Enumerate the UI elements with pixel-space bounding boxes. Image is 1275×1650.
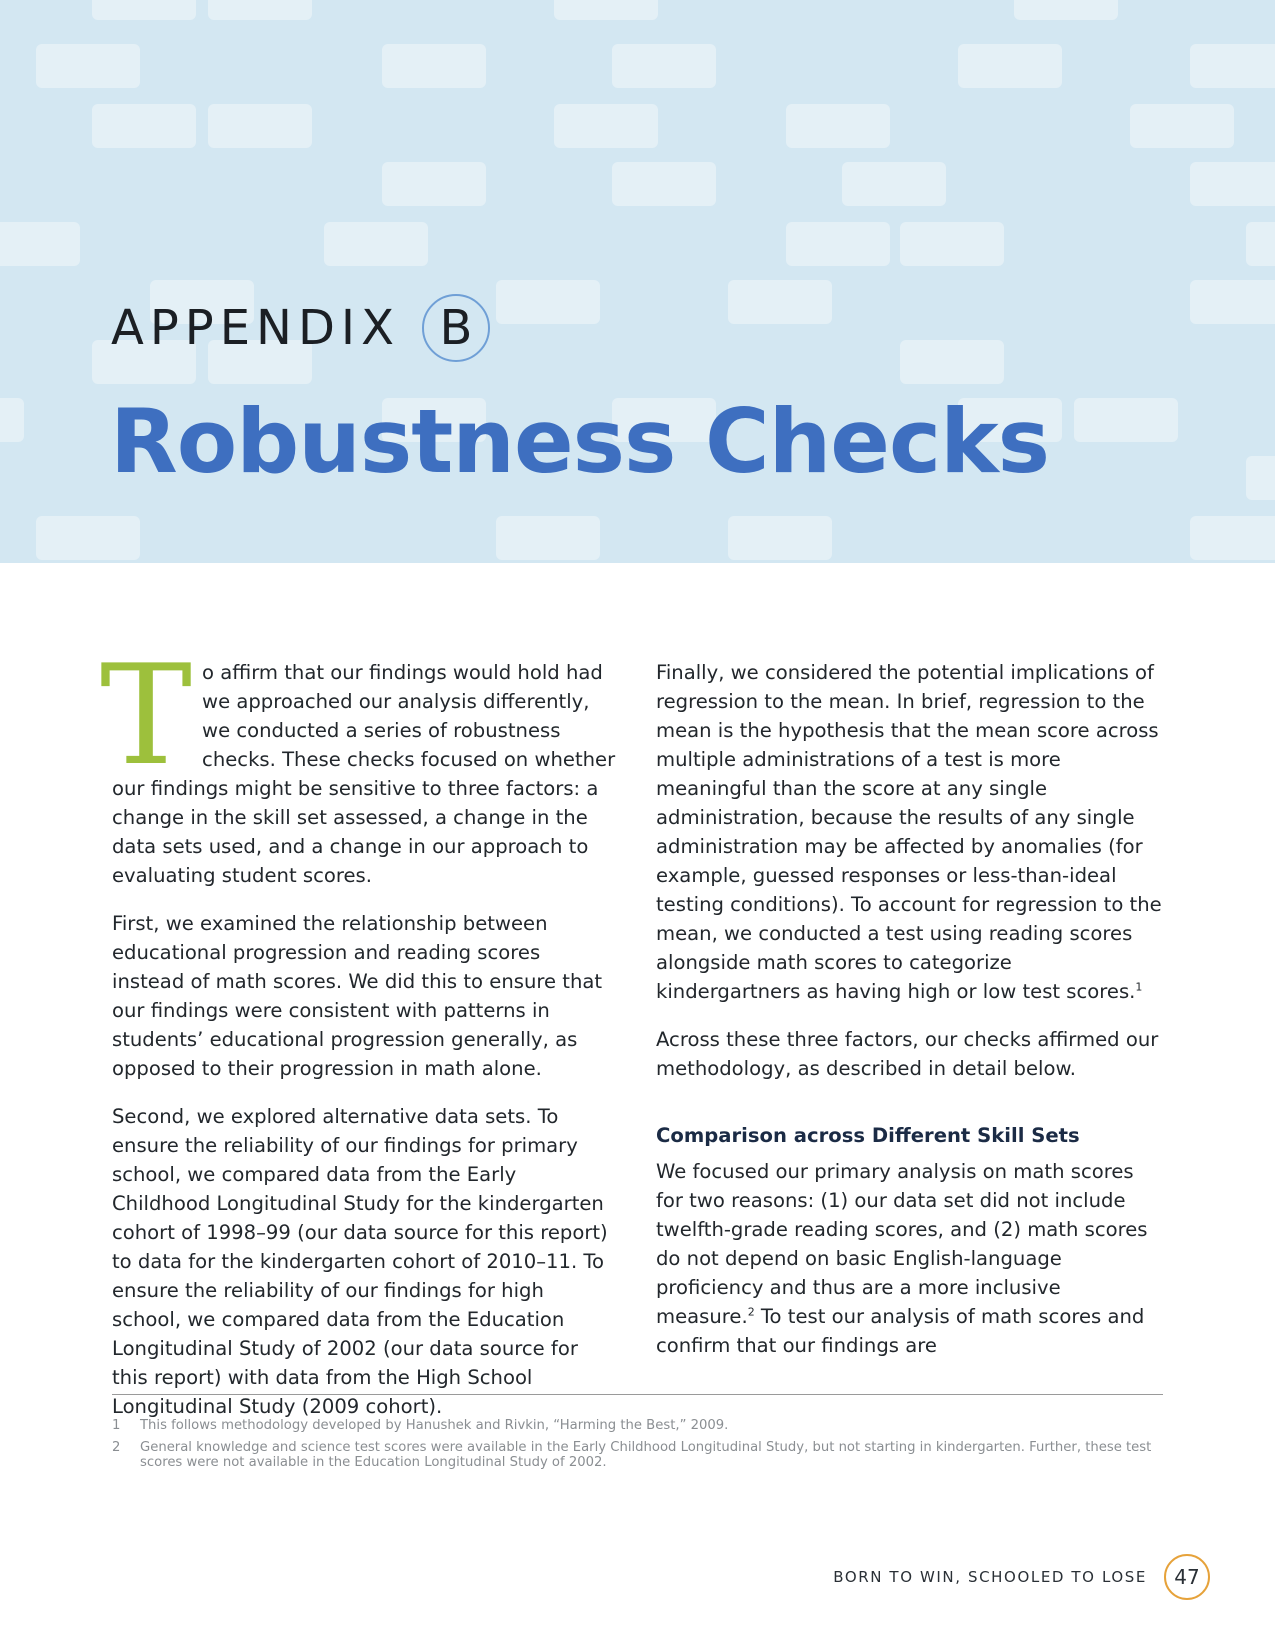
section-heading: Comparison across Different Skill Sets — [656, 1124, 1080, 1147]
paragraph-skill-sets — [656, 1157, 1162, 1360]
appendix-word: APPENDIX — [111, 300, 400, 356]
paragraph-first-check: First, we examined the relationship between educational progression and reading scores instead of math scores. We did this to ensure that our findings were consistent with patterns in students’ educational progression generally, as opposed to their progression in math alone. — [112, 912, 603, 1080]
running-title: BORN TO WIN, SCHOOLED TO LOSE — [833, 1568, 1147, 1586]
footnote-number: 1 — [112, 1418, 121, 1433]
intro-text: o affirm that our findings would hold had we approached our analysis differently, we conducted a series of robustness checks. These checks focused on whether our findings might be sensitive to three factors: a change in the skill set assessed, a change in the data sets used, and a change in our approach to evaluating student scores. — [112, 661, 616, 887]
footnotes — [112, 1418, 1163, 1477]
footnote-divider — [112, 1394, 1163, 1395]
appendix-label — [111, 294, 490, 362]
drop-cap: T — [100, 635, 193, 796]
regression-text: Finally, we considered the potential implications of regression to the mean. In brief, regression to the mean is the hypothesis that the mean score across multiple administrations of a test is more meaningful than the score at any single administration, because the results of any single administration may be affected by anomalies (for example, guessed responses or less-than-ideal testing conditions). To account for regression to the mean, we conducted a test using reading scores alongside math scores to categorize kindergartners as having high or low test scores. — [656, 661, 1162, 1003]
footnote-number: 2 — [112, 1440, 121, 1455]
header-banner — [0, 0, 1275, 563]
skill-sets-text-a: We focused our primary analysis on math scores for two reasons: (1) our data set did not include twelfth-grade reading scores, and (2) math scores do not depend on basic English-language proficiency and thus are a more inclusive measure. — [656, 1160, 1148, 1328]
page-number: 47 — [1164, 1554, 1210, 1600]
skill-sets-text-b: To test our analysis of math scores and confirm that our findings are — [656, 1305, 1145, 1357]
footnote-ref-2[interactable]: 2 — [747, 1305, 755, 1319]
paragraph-summary: Across these three factors, our checks affirmed our methodology, as described in detail below. — [656, 1028, 1159, 1080]
footnote-2 — [112, 1440, 1163, 1470]
footnote-text: General knowledge and science test scores were available in the Early Childhood Longitudinal Study, but not starting in kindergarten. Further, these test scores were not available in the Education Longitudinal Study of 2002. — [140, 1440, 1152, 1470]
intro-paragraph — [100, 635, 618, 890]
page-title: Robustness Checks — [110, 390, 1050, 493]
left-column — [100, 635, 618, 1440]
footnote-1 — [112, 1418, 1163, 1433]
footnote-text: This follows methodology developed by Hanushek and Rivkin, “Harming the Best,” 2009. — [140, 1418, 729, 1433]
right-column — [656, 658, 1162, 1379]
paragraph-second-check: Second, we explored alternative data sets. To ensure the reliability of our findings for primary school, we compared data from the Early Childhood Longitudinal Study for the kindergarten cohort of 1998–99 (our data source for this report) to data for the kindergarten cohort of 2010–11. To ensure the reliability of our findings for high school, we compared data from the Education Longitudinal Study of 2002 (our data source for this report) with data from the High School Longitudinal Study (2009 cohort). — [112, 1105, 608, 1418]
appendix-letter-badge: B — [422, 294, 490, 362]
footnote-ref-1[interactable]: 1 — [1135, 980, 1143, 994]
paragraph-regression — [656, 658, 1162, 1006]
